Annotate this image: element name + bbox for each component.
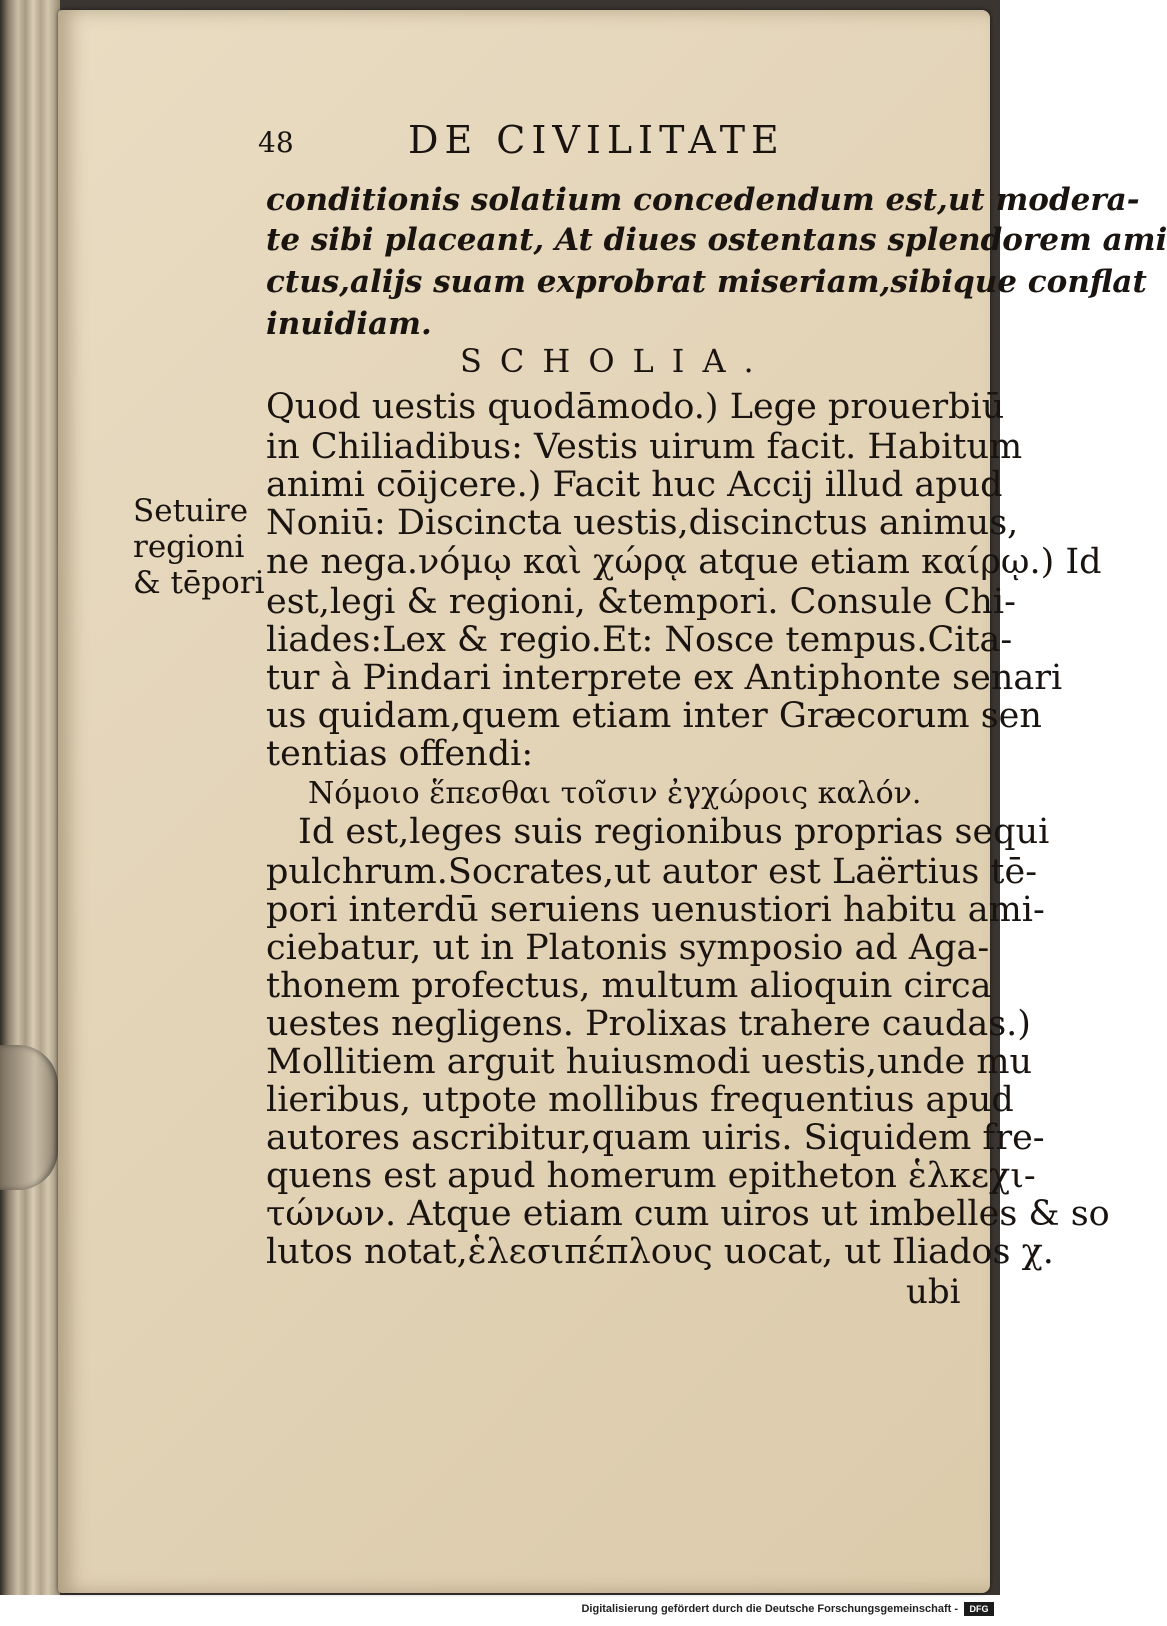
scholia-line: Noniū: Discincta uestis,discinctus animus,	[266, 503, 1019, 543]
scholia-line: pulchrum.Socrates,ut autor est Laërtius tē-	[266, 852, 1038, 892]
scholia-line: in Chiliadibus: Vestis uirum facit. Habitum	[266, 427, 1023, 467]
scholia-line: liades:Lex & regio.Et: Nosce tempus.Cita-	[266, 620, 1013, 660]
running-title: DE CIVILITATE	[408, 118, 785, 162]
continuation-line: inuidiam.	[266, 306, 432, 342]
book-clasp	[0, 1045, 58, 1190]
scholia-heading: SCHOLIA.	[460, 342, 772, 380]
margin-note-line: & tēpori	[133, 565, 265, 601]
continuation-line: ctus,alijs suam exprobrat miseriam,sibique conflat	[266, 264, 1147, 300]
scholia-line: autores ascribitur,quam uiris. Siquidem fre-	[266, 1118, 1045, 1158]
running-head	[258, 118, 838, 168]
greek-verse: Νόμοιο ἕπεσθαι τοῖσιν ἐγχώροις καλόν.	[308, 776, 922, 811]
scholia-line: Mollitiem arguit huiusmodi uestis,unde mu	[266, 1042, 1033, 1082]
book-page	[58, 10, 1167, 1593]
scholia-line: lieribus, utpote mollibus frequentius apud	[266, 1080, 1014, 1120]
scholia-line: uestes negligens. Prolixas trahere caudas.)	[266, 1004, 1031, 1044]
margin-note-line: regioni	[133, 529, 245, 565]
margin-note-line: Setuire	[133, 493, 249, 529]
scholia-line: Id est,leges suis regionibus proprias sequi	[298, 812, 1050, 852]
continuation-line: conditionis solatium concedendum est,ut modera-	[266, 182, 1140, 218]
scholia-line: τώνων. Atque etiam cum uiros ut imbelles & so	[266, 1194, 1110, 1234]
catchword: ubi	[906, 1272, 961, 1312]
scholia-line: Quod uestis quodāmodo.) Lege prouerbiū	[266, 387, 1005, 427]
scholia-line: tur à Pindari interprete ex Antiphonte senari	[266, 658, 1063, 698]
dfg-logo: DFG	[964, 1602, 994, 1616]
scholia-line: est,legi & regioni, &tempori. Consule Chi-	[266, 582, 1016, 622]
footer-credit: Digitalisierung gefördert durch die Deutsche Forschungsgemeinschaft -	[581, 1603, 958, 1615]
footer-bar	[0, 1597, 1000, 1626]
scholia-line: animi cōijcere.) Facit huc Accij illud apud	[266, 465, 1003, 505]
scholia-line: ciebatur, ut in Platonis symposio ad Aga-	[266, 928, 990, 968]
book-page-edges	[0, 0, 60, 1595]
scholia-line: thonem profectus, multum alioquin circa	[266, 966, 992, 1006]
scholia-line: tentias offendi:	[266, 734, 534, 774]
continuation-line: te sibi placeant, At diues ostentans splendorem ami	[266, 222, 1167, 258]
scholia-line: us quidam,quem etiam inter Græcorum sen	[266, 696, 1042, 736]
scholia-line: quens est apud homerum epitheton ἑλκεχι-	[266, 1156, 1036, 1196]
scholia-line: lutos notat,ἑλεσιπέπλους uocat, ut Iliados χ.	[266, 1232, 1054, 1272]
scholia-line: pori interdū seruiens uenustiori habitu ami-	[266, 890, 1045, 930]
scholia-line: ne nega.νόμῳ καὶ χώρᾳ atque etiam καίρῳ.) Id	[266, 542, 1102, 582]
page-number: 48	[258, 126, 294, 159]
